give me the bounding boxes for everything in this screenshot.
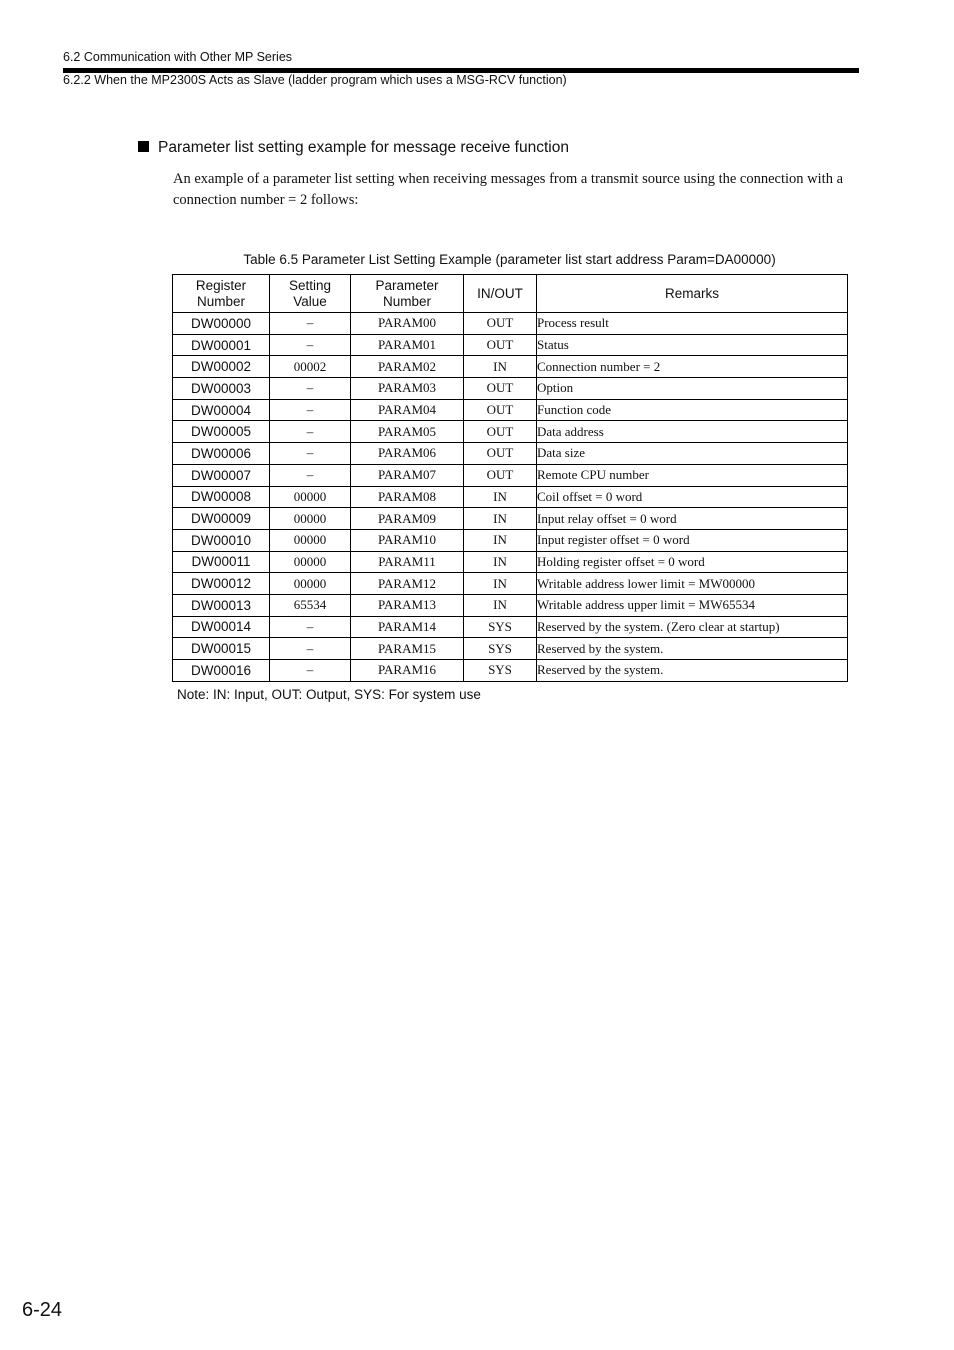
parameter-list-table [172,274,848,682]
table-row [173,660,848,682]
cell-in-out: OUT [464,464,537,486]
table-row [173,573,848,595]
cell-parameter-number: PARAM11 [351,551,464,573]
cell-in-out: IN [464,551,537,573]
cell-remarks: Option [537,378,848,400]
cell-setting-value: – [270,334,351,356]
cell-parameter-number: PARAM01 [351,334,464,356]
cell-parameter-number: PARAM10 [351,529,464,551]
cell-remarks: Writable address lower limit = MW00000 [537,573,848,595]
cell-in-out: OUT [464,443,537,465]
cell-remarks: Reserved by the system. (Zero clear at startup) [537,616,848,638]
cell-remarks: Writable address upper limit = MW65534 [537,594,848,616]
running-header-section: 6.2 Communication with Other MP Series [63,50,293,64]
cell-in-out: IN [464,356,537,378]
cell-register-number: DW00011 [173,551,270,573]
cell-register-number: DW00012 [173,573,270,595]
header-setting-value: Setting Value [270,275,351,313]
cell-in-out: OUT [464,421,537,443]
header-register-number: Register Number [173,275,270,313]
table-row [173,399,848,421]
table-row [173,334,848,356]
cell-in-out: OUT [464,313,537,335]
cell-setting-value: 00000 [270,529,351,551]
table-row [173,443,848,465]
cell-remarks: Reserved by the system. [537,660,848,682]
cell-remarks: Status [537,334,848,356]
cell-in-out: IN [464,486,537,508]
section-title-text: Parameter list setting example for message receive function [158,139,569,156]
cell-register-number: DW00016 [173,660,270,682]
table-row [173,529,848,551]
table-caption: Table 6.5 Parameter List Setting Example (parameter list start address Param=DA00000) [243,252,776,267]
cell-in-out: OUT [464,378,537,400]
cell-in-out: IN [464,594,537,616]
cell-remarks: Data size [537,443,848,465]
cell-parameter-number: PARAM02 [351,356,464,378]
cell-remarks: Reserved by the system. [537,638,848,660]
cell-register-number: DW00005 [173,421,270,443]
cell-in-out: SYS [464,616,537,638]
cell-remarks: Connection number = 2 [537,356,848,378]
cell-remarks: Function code [537,399,848,421]
cell-setting-value: 00000 [270,551,351,573]
cell-in-out: IN [464,573,537,595]
section-title [138,139,569,157]
cell-register-number: DW00000 [173,313,270,335]
table-row [173,356,848,378]
cell-parameter-number: PARAM04 [351,399,464,421]
cell-remarks: Data address [537,421,848,443]
cell-parameter-number: PARAM07 [351,464,464,486]
cell-parameter-number: PARAM14 [351,616,464,638]
cell-remarks: Input register offset = 0 word [537,529,848,551]
cell-setting-value: – [270,464,351,486]
cell-register-number: DW00015 [173,638,270,660]
table-note: Note: IN: Input, OUT: Output, SYS: For system use [177,687,481,702]
cell-register-number: DW00004 [173,399,270,421]
table-row [173,486,848,508]
cell-register-number: DW00014 [173,616,270,638]
table-row [173,378,848,400]
cell-in-out: SYS [464,660,537,682]
cell-in-out: SYS [464,638,537,660]
table-row [173,508,848,530]
cell-in-out: IN [464,508,537,530]
running-header-subsection: 6.2.2 When the MP2300S Acts as Slave (ladder program which uses a MSG-RCV function) [63,73,567,87]
cell-in-out: IN [464,529,537,551]
cell-register-number: DW00009 [173,508,270,530]
cell-setting-value: – [270,378,351,400]
table-row [173,638,848,660]
cell-register-number: DW00013 [173,594,270,616]
cell-setting-value: – [270,443,351,465]
cell-parameter-number: PARAM13 [351,594,464,616]
cell-setting-value: – [270,616,351,638]
cell-parameter-number: PARAM08 [351,486,464,508]
table-row [173,551,848,573]
cell-remarks: Holding register offset = 0 word [537,551,848,573]
cell-remarks: Process result [537,313,848,335]
cell-parameter-number: PARAM12 [351,573,464,595]
cell-parameter-number: PARAM00 [351,313,464,335]
cell-register-number: DW00003 [173,378,270,400]
cell-register-number: DW00010 [173,529,270,551]
table-row [173,594,848,616]
cell-parameter-number: PARAM06 [351,443,464,465]
cell-parameter-number: PARAM16 [351,660,464,682]
cell-setting-value: – [270,660,351,682]
cell-setting-value: 00002 [270,356,351,378]
cell-parameter-number: PARAM09 [351,508,464,530]
header-in-out: IN/OUT [464,275,537,313]
header-remarks: Remarks [537,275,848,313]
table-header-row [173,275,848,313]
table-row [173,313,848,335]
cell-setting-value: – [270,638,351,660]
table-body [173,313,848,682]
cell-register-number: DW00008 [173,486,270,508]
table-row [173,421,848,443]
table-row [173,616,848,638]
cell-setting-value: 00000 [270,486,351,508]
cell-setting-value: – [270,313,351,335]
cell-setting-value: 65534 [270,594,351,616]
cell-parameter-number: PARAM05 [351,421,464,443]
cell-setting-value: 00000 [270,508,351,530]
cell-register-number: DW00007 [173,464,270,486]
page-number: 6-24 [22,1299,63,1321]
cell-register-number: DW00002 [173,356,270,378]
cell-remarks: Coil offset = 0 word [537,486,848,508]
intro-paragraph: An example of a parameter list setting when receiving messages from a transmit source using the connection with a connection number = 2 follows: [173,171,844,208]
cell-setting-value: – [270,421,351,443]
header-parameter-number: Parameter Number [351,275,464,313]
cell-setting-value: – [270,399,351,421]
square-bullet-icon [138,141,149,152]
cell-in-out: OUT [464,399,537,421]
cell-remarks: Remote CPU number [537,464,848,486]
cell-remarks: Input relay offset = 0 word [537,508,848,530]
cell-setting-value: 00000 [270,573,351,595]
cell-register-number: DW00001 [173,334,270,356]
cell-register-number: DW00006 [173,443,270,465]
cell-parameter-number: PARAM15 [351,638,464,660]
cell-in-out: OUT [464,334,537,356]
table-row [173,464,848,486]
cell-parameter-number: PARAM03 [351,378,464,400]
